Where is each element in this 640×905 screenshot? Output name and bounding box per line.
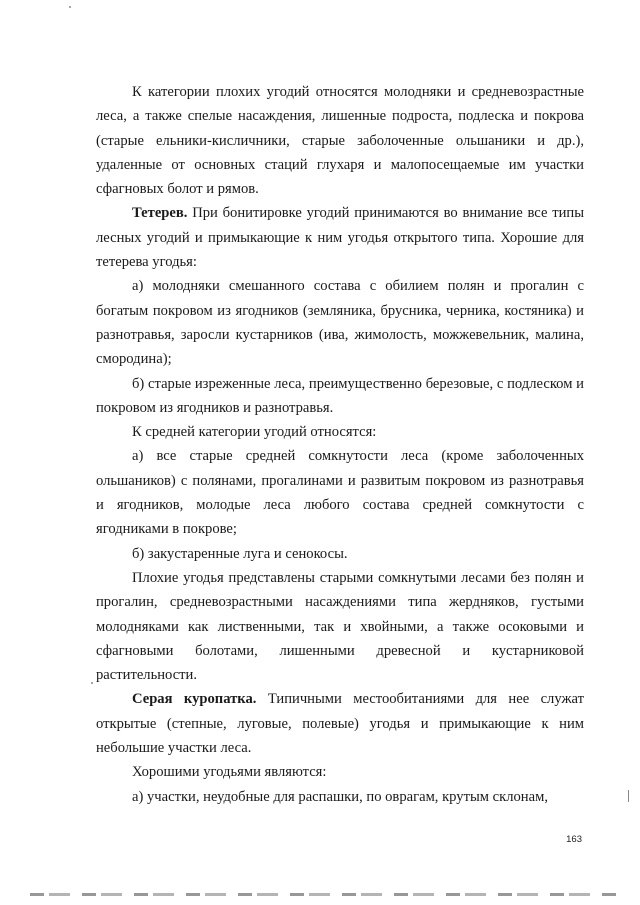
paragraph-10 — [96, 760, 584, 784]
paragraph-text: При бонитировке угодий принимаются во внимание все типы лесных угодий и примыкающие к ним угодья открытого типа. Хорошие для тетерева угодья: — [96, 205, 584, 271]
paragraph-8 — [96, 566, 584, 687]
paragraph-7 — [96, 542, 584, 566]
scan-bottom-edge — [30, 893, 620, 896]
paragraph-6 — [96, 444, 584, 541]
paragraph-9 — [96, 687, 584, 760]
paragraph-11 — [96, 785, 584, 809]
scan-speck — [628, 790, 629, 802]
paragraph-text: б) старые изреженные леса, преимущественно березовые, с подлеском и покровом из ягодников и разнотравья. — [96, 375, 584, 416]
paragraph-text: Типичными местообитаниями для нее служат открытые (степные, луговые, полевые) угодья и примыкающие к ним небольшие участки леса. — [96, 691, 585, 757]
paragraph-text: Хорошими угодьями являются: — [132, 764, 327, 781]
paragraph-text: а) участки, неудобные для распашки, по оврагам, крутым склонам, — [132, 788, 548, 805]
paragraph-1 — [96, 80, 584, 201]
section-heading-teterev: Тетерев. — [132, 205, 188, 222]
paragraph-text: а) молодняки смешанного состава с обилием полян и прогалин с богатым покровом из ягодников (земляника, брусника, черника, костяника) и разнотравья, заросли кустарников (ива, жимолость, можжевельник, малина, смородина); — [96, 278, 584, 368]
body-text — [96, 80, 584, 809]
paragraph-5 — [96, 420, 584, 444]
paragraph-3 — [96, 274, 584, 371]
paragraph-text: а) все старые средней сомкнутости леса (кроме заболоченных ольшаников) с полянами, прогалинами и развитым покровом из разнотравья и ягодников, молодые леса любого состава средней сомкнутости с ягодниками в покрове; — [96, 448, 584, 538]
page-number: 163 — [566, 834, 582, 845]
paragraph-text: б) закустаренные луга и сенокосы. — [132, 545, 348, 562]
paragraph-text: К средней категории угодий относятся: — [132, 424, 377, 441]
paragraph-text: Плохие угодья представлены старыми сомкнутыми лесами без полян и прогалин, средневозрастными насаждениями типа жердняков, густыми молодняками как лиственными, так и хвойными, а также осоковыми и сфагновыми болотами, лишенными древесной и кустарниковой растительности. — [96, 569, 584, 684]
scan-speck — [69, 6, 71, 8]
paragraph-4 — [96, 372, 584, 421]
section-heading-seraya-kuropatka: Серая куропатка. — [132, 691, 257, 708]
paragraph-text: К категории плохих угодий относятся молодняки и средневозрастные леса, а также спелые насаждения, лишенные подроста, подлеска и покрова (старые ельники-кисличники, старые заболоченные ольшаники и др.), удаленные от основных стаций глухаря и малопосещаемые им участки сфагновых болот и рямов. — [96, 84, 584, 198]
scan-speck — [91, 682, 93, 684]
paragraph-2 — [96, 201, 584, 274]
